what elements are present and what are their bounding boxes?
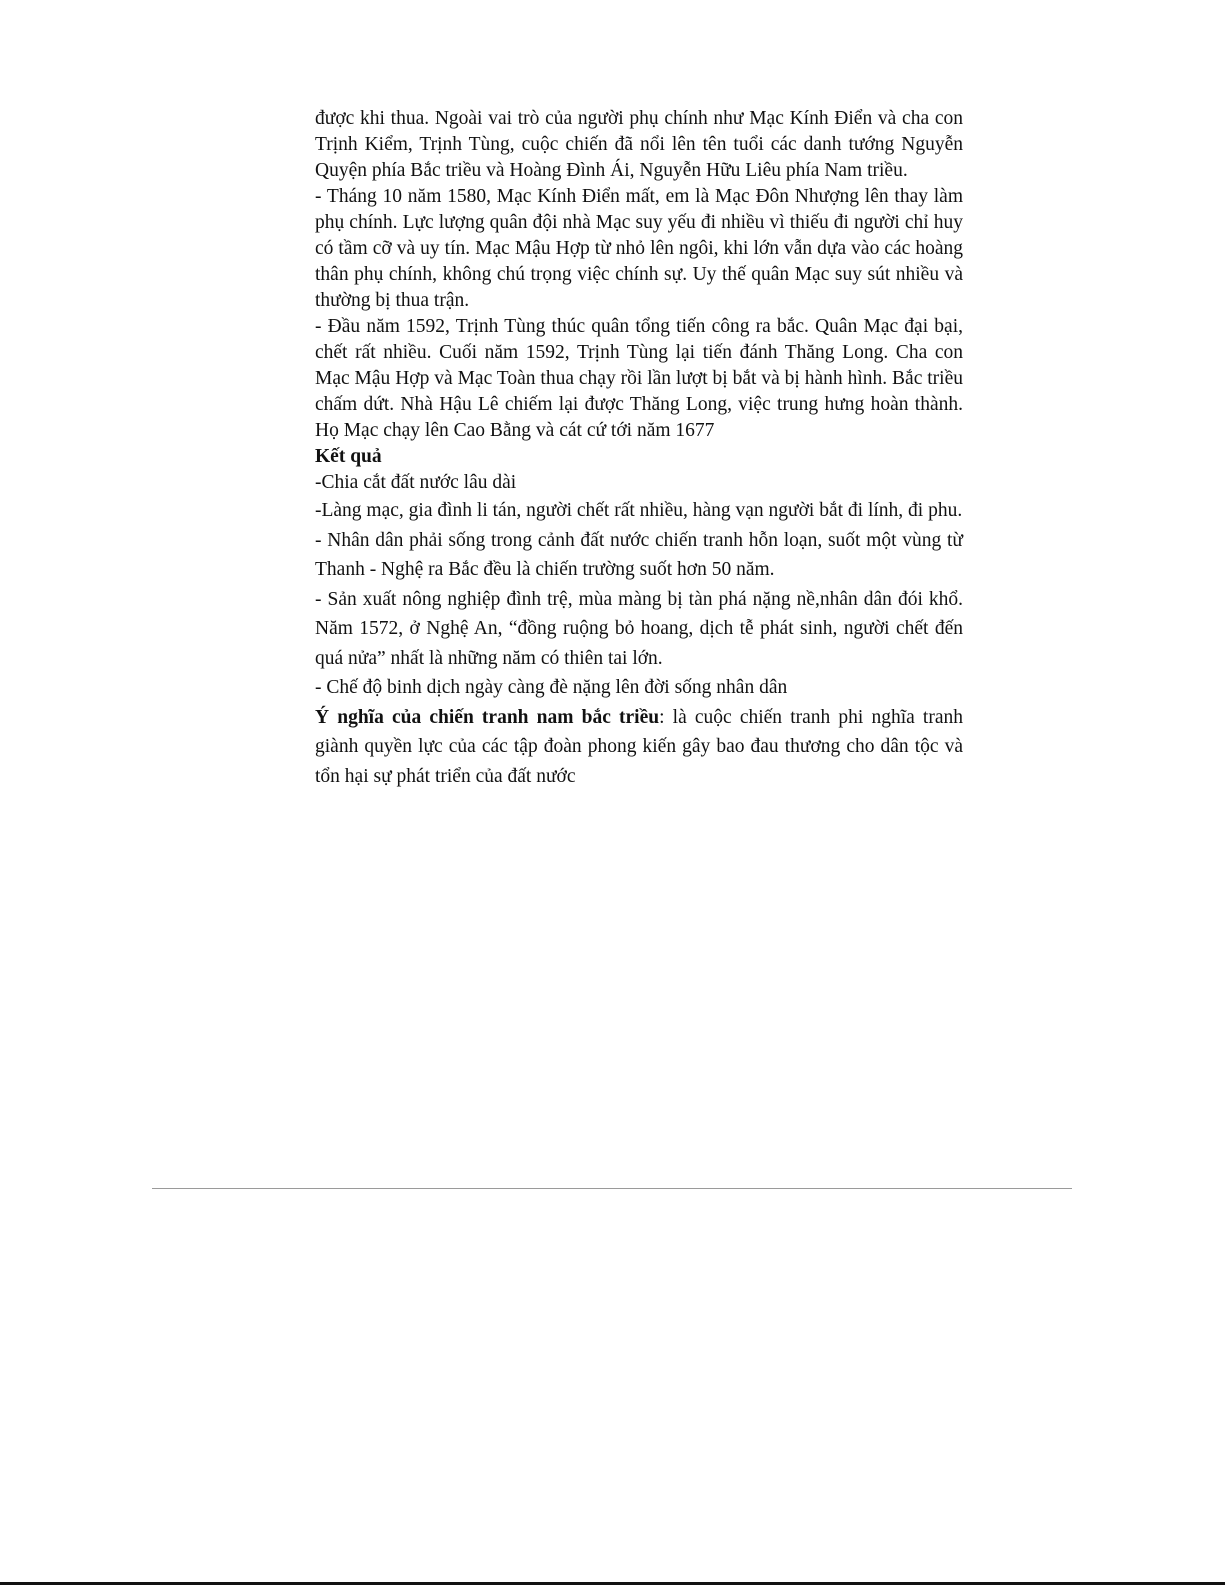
result-item-4: - Sản xuất nông nghiệp đình trệ, mùa màng bị tàn phá nặng nề,nhân dân đói khổ. Năm 1572, ở Nghệ An, “đồng ruộng bỏ hoang, dịch tễ phát sinh, người chết đến quá nửa” nhất là những năm có thiên tai lớn. bbox=[315, 588, 963, 669]
result-item-1: -Chia cắt đất nước lâu dài bbox=[315, 472, 517, 493]
paragraph-1580: - Tháng 10 năm 1580, Mạc Kính Điển mất, em là Mạc Đôn Nhượng lên thay làm phụ chính. Lực lượng quân đội nhà Mạc suy yếu đi nhiều vì thiếu đi người chỉ huy có tầm cỡ và uy tín. Mạc Mậu Hợp từ nhỏ lên ngôi, khi lớn vẫn dựa vào các hoàng thân phụ chính, không chú trọng việc chính sự. Uy thế quân Mạc suy sút nhiều và thường bị thua trận. bbox=[315, 186, 963, 311]
meaning-label: Ý nghĩa của chiến tranh nam bắc triều bbox=[315, 706, 660, 728]
result-heading: Kết quả bbox=[315, 446, 382, 467]
paragraph-leaders: được khi thua. Ngoài vai trò của người phụ chính như Mạc Kính Điển và cha con Trịnh Kiểm, Trịnh Tùng, cuộc chiến đã nổi lên tên tuổi các danh tướng Nguyễn Quyện phía Bắc triều và Hoàng Đình Ái, Nguyễn Hữu Liêu phía Nam triều. bbox=[315, 108, 963, 181]
page-divider bbox=[152, 1188, 1072, 1189]
result-item-3: - Nhân dân phải sống trong cảnh đất nước chiến tranh hỗn loạn, suốt một vùng từ Thanh - Nghệ ra Bắc đều là chiến trường suốt hơn 50 năm. bbox=[315, 529, 963, 580]
meaning-paragraph bbox=[315, 703, 963, 792]
meaning-text: : là cuộc chiến tranh phi nghĩa tranh giành quyền lực của các tập đoàn phong kiến gây bao đau thương cho dân tộc và tổn hại sự phát triển của đất nước bbox=[315, 706, 963, 787]
result-item-2: -Làng mạc, gia đình li tán, người chết rất nhiều, hàng vạn người bắt đi lính, đi phu. bbox=[315, 500, 963, 521]
history-paragraphs bbox=[315, 106, 963, 496]
results-list bbox=[315, 496, 963, 791]
result-item-5: - Chế độ binh dịch ngày càng đè nặng lên đời sống nhân dân bbox=[315, 677, 788, 698]
paragraph-1592: - Đầu năm 1592, Trịnh Tùng thúc quân tổng tiến công ra bắc. Quân Mạc đại bại, chết rất nhiều. Cuối năm 1592, Trịnh Tùng lại tiến đánh Thăng Long. Cha con Mạc Mậu Hợp và Mạc Toàn thua chạy rồi lần lượt bị bắt và bị hành hình. Bắc triều chấm dứt. Nhà Hậu Lê chiếm lại được Thăng Long, việc trung hưng hoàn thành. Họ Mạc chạy lên Cao Bằng và cát cứ tới năm 1677 bbox=[315, 316, 963, 441]
document-body bbox=[315, 106, 963, 791]
